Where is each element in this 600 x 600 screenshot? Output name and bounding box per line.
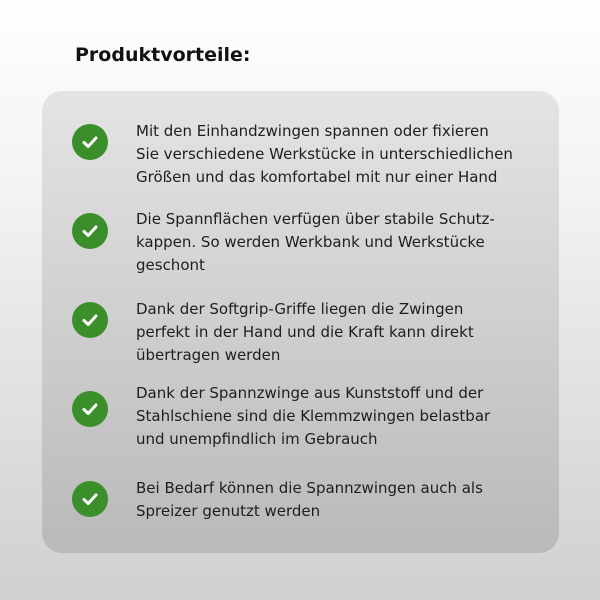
- check-circle-icon: [72, 124, 108, 160]
- page-title: Produktvorteile:: [75, 44, 251, 66]
- benefit-text: Mit den Einhandzwingen spannen oder fixieren Sie verschiedene Werkstücke in unterschiedlichen Größen und das komfortabel mit nur einer Hand: [136, 122, 513, 186]
- benefit-text: Die Spannflächen verfügen über stabile Schutz- kappen. So werden Werkbank und Werkstücke geschont: [136, 210, 495, 274]
- benefit-text: Bei Bedarf können die Spannzwingen auch als Spreizer genutzt werden: [136, 479, 483, 520]
- check-circle-icon: [72, 481, 108, 517]
- benefit-text: Dank der Spannzwinge aus Kunststoff und der Stahlschiene sind die Klemmzwingen belastbar und unempfindlich im Gebrauch: [136, 384, 491, 448]
- check-circle-icon: [72, 213, 108, 249]
- check-circle-icon: [72, 391, 108, 427]
- benefit-text: Dank der Softgrip-Griffe liegen die Zwingen perfekt in der Hand und die Kraft kann direkt übertragen werden: [136, 300, 474, 364]
- benefits-panel: [42, 91, 559, 553]
- check-circle-icon: [72, 302, 108, 338]
